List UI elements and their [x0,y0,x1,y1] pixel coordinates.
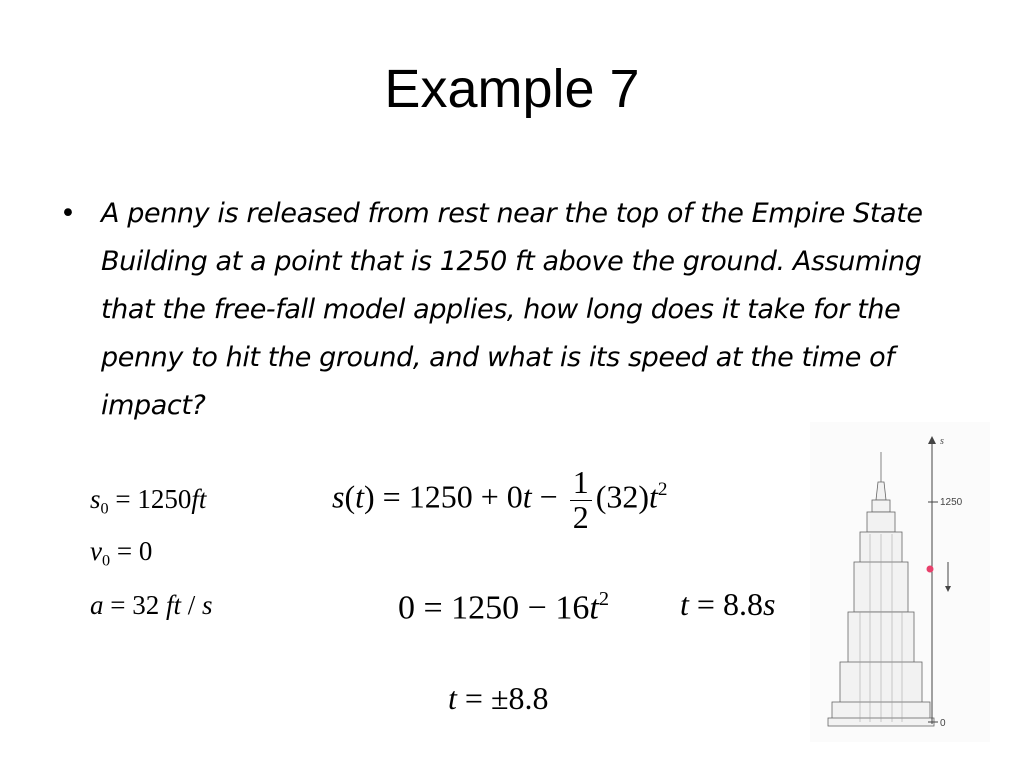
building-illustration [810,422,990,742]
empire-state-figure [810,422,990,742]
slide-title: Example 7 [384,59,640,119]
tick-label-top: 1250 [940,497,963,508]
problem-text: A penny is released from rest near the top of the Empire State Building at a point that is 1250 ft above the ground. Assuming that the free-fall model applies, how long does it take for the penny to hit the ground, and what is its speed at the time of impact? [101,198,923,421]
given-a: a = 32 ft / s [90,590,213,620]
given-v0: $v_0 = 0$ [90,536,153,570]
axis-label: s [940,436,944,447]
bullet-icon: • [60,198,76,229]
penny-dot [927,566,934,573]
problem-statement [60,190,980,430]
answer-equation: t = 8.8s [680,586,776,622]
given-s0: $s_0 = 1250ft$ [90,484,207,518]
substituted-equation: $0 = 1250 - 16t^2$ [398,588,610,627]
position-equation: s(t) = 1250 + 0t − $\frac{1}{2}$ $(32)t^2$ [332,464,668,535]
tick-label-bottom: 0 [940,718,946,729]
one-half-fraction: $\frac{1}{2}$ [570,466,592,534]
plusminus-equation: t = ±8.8 [448,680,549,716]
